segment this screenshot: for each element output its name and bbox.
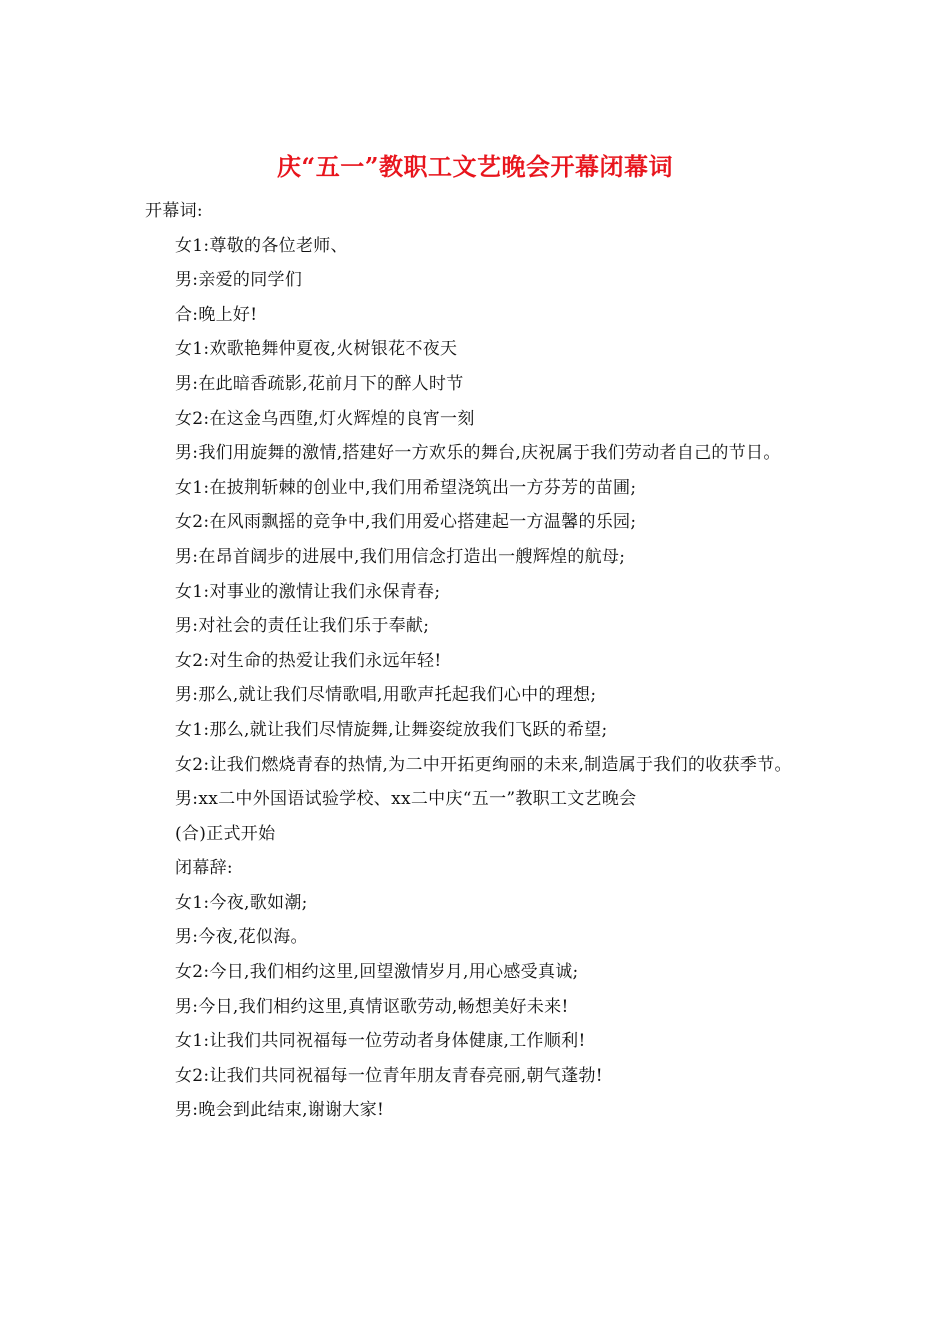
paragraph: 女1:欢歌艳舞仲夏夜,火树银花不夜天 — [175, 339, 458, 360]
paragraph: 女2:在这金乌西堕,灯火辉煌的良宵一刻 — [175, 408, 475, 429]
document-body — [145, 194, 805, 1128]
paragraph: 合:晚上好! — [175, 304, 258, 325]
paragraph: 女1:那么,就让我们尽情旋舞,让舞姿绽放我们飞跃的希望; — [175, 719, 608, 740]
paragraph: 女1:在披荆斩棘的创业中,我们用希望浇筑出一方芬芳的苗圃; — [175, 477, 637, 498]
paragraph: 女2:对生命的热爱让我们永远年轻! — [175, 650, 442, 671]
document-title: 庆“五一”教职工文艺晚会开幕闭幕词 — [276, 152, 674, 181]
paragraph: 男:对社会的责任让我们乐于奉献; — [175, 616, 430, 637]
paragraph: 女1:尊敬的各位老师、 — [175, 235, 348, 256]
paragraph: 男:xx二中外国语试验学校、xx二中庆“五一”教职工文艺晚会 — [175, 789, 637, 810]
paragraph: 女1:让我们共同祝福每一位劳动者身体健康,工作顺利! — [175, 1031, 586, 1052]
paragraph: 男:在昂首阔步的进展中,我们用信念打造出一艘辉煌的航母; — [175, 546, 626, 567]
paragraph: 女1:今夜,歌如潮; — [175, 892, 308, 913]
paragraph: 女2:让我们燃烧青春的热情,为二中开拓更绚丽的未来,制造属于我们的收获季节。 — [175, 754, 792, 775]
paragraph: 男:晚会到此结束,谢谢大家! — [175, 1100, 385, 1121]
paragraph: (合)正式开始 — [175, 823, 276, 844]
paragraph: 女2:让我们共同祝福每一位青年朋友青春亮丽,朝气蓬勃! — [175, 1065, 603, 1086]
paragraph: 男:今夜,花似海。 — [175, 927, 308, 948]
paragraph: 男:那么,就让我们尽情歌唱,用歌声托起我们心中的理想; — [175, 685, 597, 706]
paragraph: 男:在此暗香疏影,花前月下的醉人时节 — [175, 373, 464, 394]
section-heading-opening: 开幕词: — [145, 201, 203, 221]
paragraph: 女2:在风雨飘摇的竞争中,我们用爱心搭建起一方温馨的乐园; — [175, 512, 637, 533]
paragraph: 女1:对事业的激情让我们永保青春; — [175, 581, 441, 602]
section-heading-closing: 闭幕辞: — [175, 858, 233, 879]
paragraph: 女2:今日,我们相约这里,回望激情岁月,用心感受真诚; — [175, 962, 579, 983]
paragraph: 男:我们用旋舞的激情,搭建好一方欢乐的舞台,庆祝属于我们劳动者自己的节日。 — [175, 443, 781, 464]
paragraph: 男:今日,我们相约这里,真情讴歌劳动,畅想美好未来! — [175, 996, 569, 1017]
paragraph: 男:亲爱的同学们 — [175, 270, 303, 291]
